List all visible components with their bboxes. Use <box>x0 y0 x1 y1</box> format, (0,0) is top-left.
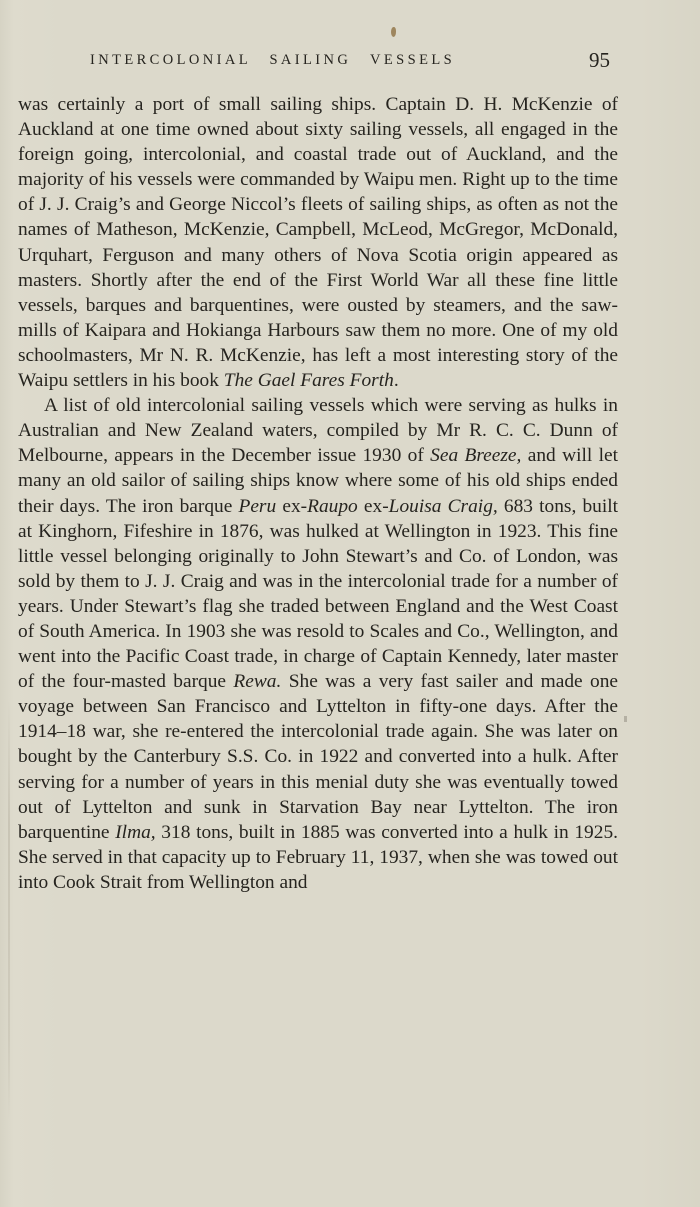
margin-mark <box>624 716 627 722</box>
running-title: INTERCOLONIAL SAILING VESSELS <box>90 52 456 68</box>
paragraph-2-text-b: and will let many an old sailor of sailing ships know where some of his old ships ended their days. The iron barque <box>18 445 619 517</box>
paragraph-2-text-c: ex- <box>276 495 308 517</box>
paragraph-2 <box>18 393 618 895</box>
running-head <box>90 48 610 76</box>
paragraph-2-text-e: 683 tons, built at Kinghorn, Fifeshire in 1876, was hulked at Wellington in 1923. This fine little vessel belonging originally to John Stewart’s and Co. of London, was sold by them to J. J. Craig and was in the intercolonial trade for a number of years. Under Stewart’s flag she traded between England and the West Coast of South America. In 1903 she was resold to Scales and Co., Wellington, and went into the Pacific Coast trade, in charge of Captain Kennedy, later master of the four-masted barque <box>18 495 619 693</box>
ship-name-ilma: Ilma, <box>115 821 156 843</box>
paragraph-1-text: was certainly a port of small sailing ships. Captain D. H. McKenzie of Auckland at one time owned about sixty sailing vessels, all engaged in the foreign going, intercolonial, and coastal trade out of Auckland, and the majority of his vessels were commanded by Waipu men. Right up to the time of J. J. Craig’s and George Niccol’s fleets of sailing ships, as often as not the names of Matheson, McKenzie, Campbell, McLeod, McGregor, McDonald, Urquhart, Ferguson and many others of Nova Scotia origin appeared as masters. Shortly after the end of the First World War all these fine little vessels, barques and barquentines, were ousted by steamers, and the saw-mills of Kaipara and Hokianga Harbours saw them no more. One of my old schoolmasters, Mr N. R. McKenzie, has left a most interesting story of the Waipu settlers in his book <box>18 94 618 392</box>
ship-name-raupo: Raupo <box>307 495 358 517</box>
paragraph-2-text-d: ex- <box>357 495 389 517</box>
ink-speck <box>391 27 396 37</box>
book-title: The Gael Fares Forth <box>223 370 394 392</box>
magazine-title: Sea Breeze, <box>430 445 522 467</box>
page-fold-shadow <box>8 700 10 1120</box>
ship-name-peru: Peru <box>238 495 277 517</box>
paragraph-1-end: . <box>393 370 399 392</box>
paragraph-1 <box>18 92 618 393</box>
ship-name-louisa-craig: Louisa Craig, <box>388 495 498 517</box>
ship-name-rewa: Rewa. <box>233 671 282 693</box>
page-number: 95 <box>589 48 610 72</box>
paragraph-2-text-a: A list of old intercolonial sailing vessels which were serving as hulks in Australian and New Zealand waters, compiled by Mr R. C. C. Dunn of Melbourne, appears in the December issue 1930 of <box>18 395 618 467</box>
paragraph-2-text-g: 318 tons, built in 1885 was converted into a hulk in 1925. She served in that capacity up to February 11, 1937, when she was towed out into Cook Strait from Wellington and <box>18 821 618 893</box>
body-text <box>18 92 618 895</box>
paragraph-2-text-f: She was a very fast sailer and made one voyage between San Francisco and Lyttelton in fifty-one days. After the 1914–18 war, she re-entered the intercolonial trade again. She was later on bought by the Canterbury S.S. Co. in 1922 and converted into a hulk. After serving for a number of years in this menial duty she was eventually towed out of Lyttelton and sunk in Starvation Bay near Lyttelton. The iron barquentine <box>18 671 618 843</box>
